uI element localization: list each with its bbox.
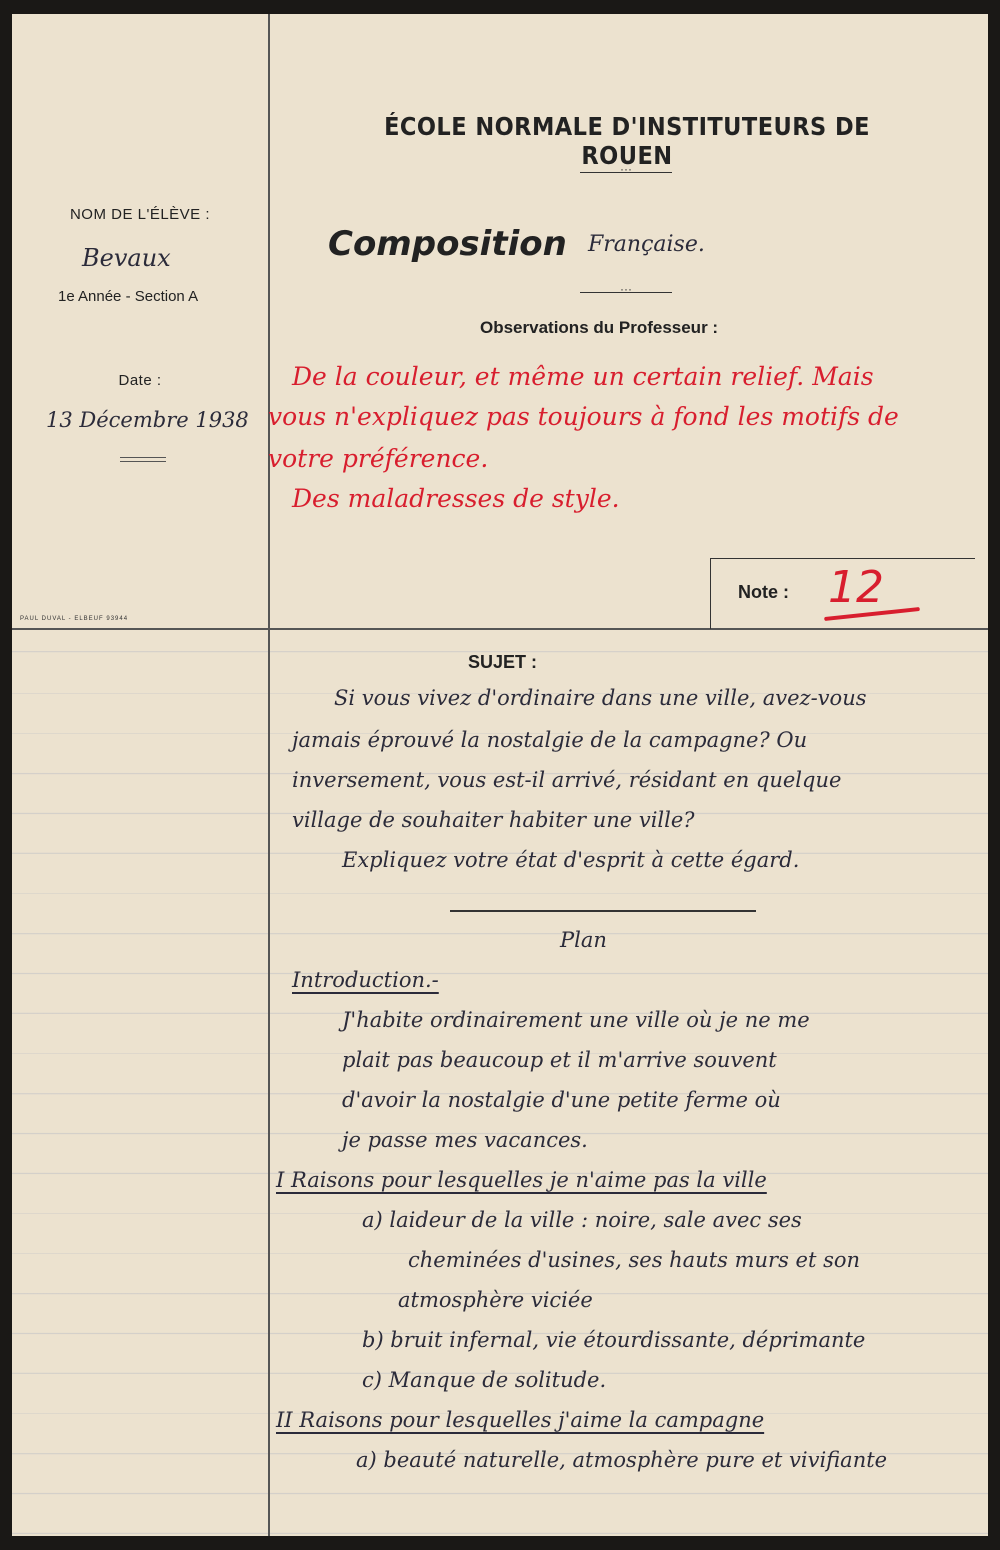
ornament-rule [580,172,672,173]
observation-line: vous n'expliquez pas toujours à fond les motifs de [268,402,899,431]
section-heading: II Raisons pour lesquelles j'aime la campagne [276,1408,765,1432]
intro-line: J'habite ordinairement une ville où je ne me [342,1008,810,1032]
grade-label: Note : [738,582,789,602]
composition-sheet [12,14,988,1536]
grade-value: 12 [828,562,884,613]
section-item: a) laideur de la ville : noire, sale avec ses [362,1208,802,1232]
observation-line: votre préférence. [268,444,489,473]
date-rule [120,457,166,458]
student-name-value: Bevaux [82,244,171,272]
plan-separator [450,910,756,912]
intro-line: je passe mes vacances. [342,1128,588,1152]
intro-line: plait pas beaucoup et il m'arrive souvent [342,1048,777,1072]
year-section: 1e Année - Section A [58,288,199,305]
section-item: cheminées d'usines, ses hauts murs et son [408,1248,861,1272]
composition-subject: Française. [588,232,705,257]
sujet-label: SUJET : [468,652,538,672]
observation-line: De la couleur, et même un certain relief. Mais [292,362,874,391]
school-title: ÉCOLE NORMALE D'INSTITUTEURS DE ROUEN [384,112,870,170]
sujet-line: village de souhaiter habiter une ville? [292,808,695,832]
date-value: 13 Décembre 1938 [46,408,249,432]
composition-title: Composition [328,224,567,264]
intro-line: d'avoir la nostalgie d'une petite ferme où [342,1088,781,1112]
section-heading: I Raisons pour lesquelles je n'aime pas la ville [276,1168,767,1192]
ornament-rule [580,292,672,293]
section-item: c) Manque de solitude. [362,1368,607,1392]
section-item: a) beauté naturelle, atmosphère pure et vivifiante [356,1448,888,1472]
sujet-line: inversement, vous est-il arrivé, résidant en quelque [292,768,842,792]
observation-line: Des maladresses de style. [292,484,620,513]
sujet-line: jamais éprouvé la nostalgie de la campagne? Ou [292,728,808,752]
section-item: b) bruit infernal, vie étourdissante, déprimante [362,1328,866,1352]
date-label: Date : [118,372,162,389]
intro-heading: Introduction.- [292,968,439,992]
student-name-label: NOM DE L'ÉLÈVE : [69,206,211,223]
date-rule [120,461,166,462]
sujet-line: Expliquez votre état d'esprit à cette égard. [342,848,800,872]
printer-mark: PAUL DUVAL - ELBEUF 93944 [20,616,129,622]
section-item: atmosphère viciée [398,1288,593,1312]
observations-label: Observations du Professeur : [480,318,719,337]
sujet-line: Si vous vivez d'ordinaire dans une ville, avez-vous [334,686,867,710]
plan-heading: Plan [560,928,607,952]
margin-rule [268,14,270,1536]
